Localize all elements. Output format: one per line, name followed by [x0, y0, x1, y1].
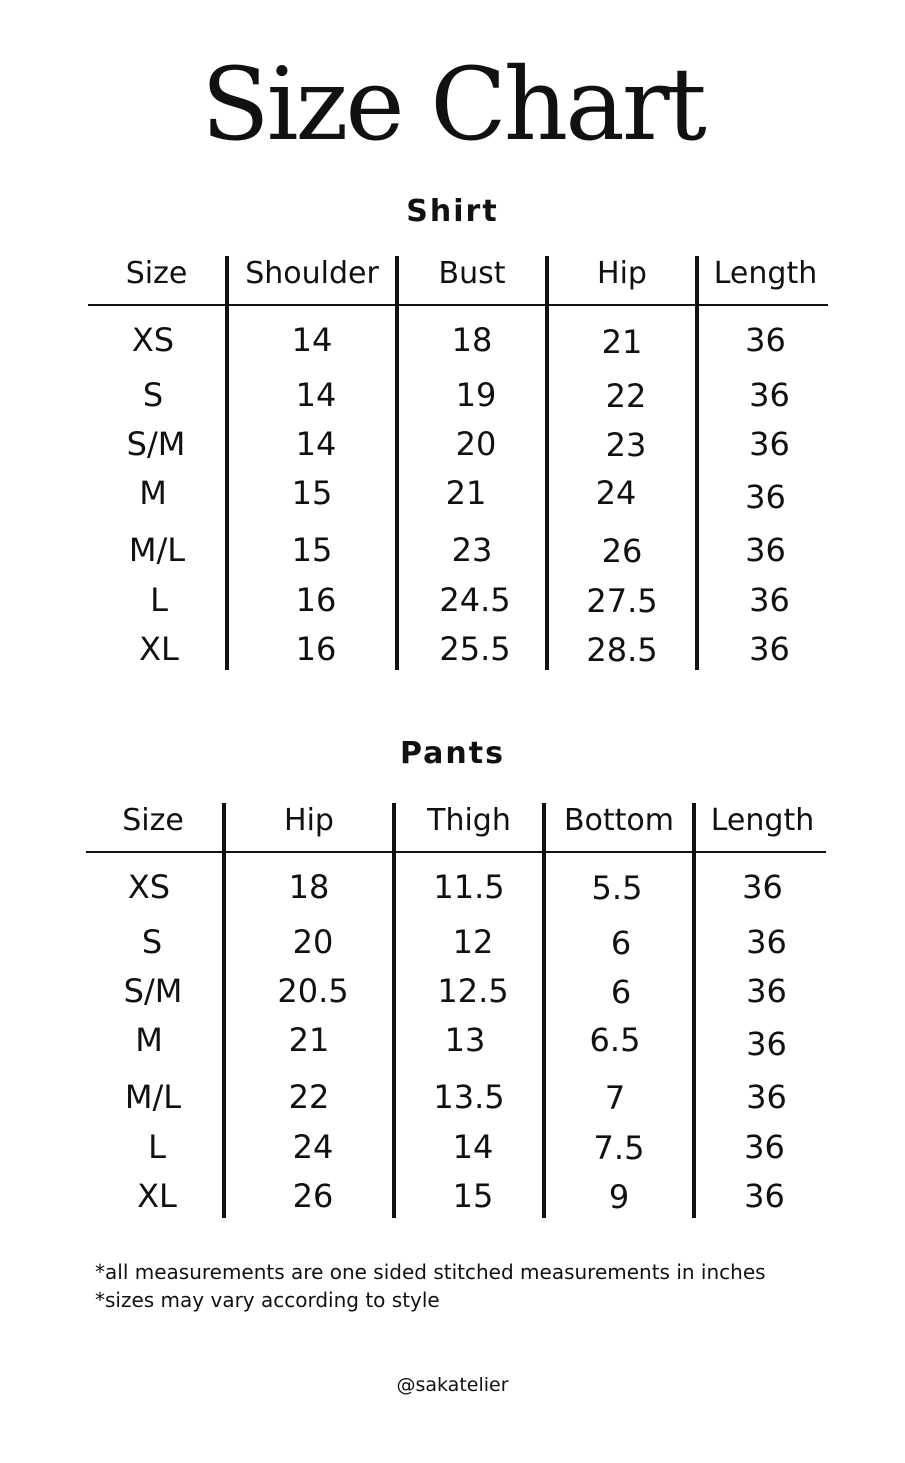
table-cell: 36 [749, 630, 790, 668]
table-cell: 19 [455, 376, 497, 414]
pants-column-header: Length [710, 803, 815, 838]
table-cell: 20 [292, 923, 334, 961]
pants-section-title: Pants [400, 736, 505, 771]
page-title: Size Chart [201, 46, 704, 163]
table-cell: 14 [295, 425, 337, 463]
table-cell: 18 [288, 868, 330, 906]
table-cell: S [141, 923, 163, 961]
table-cell: 16 [295, 630, 337, 668]
shirt-column-header: Hip [597, 256, 647, 291]
table-cell: 25.5 [439, 630, 511, 668]
pants-column-header: Thigh [427, 803, 511, 838]
shirt-column-divider [225, 256, 229, 670]
table-cell: XS [127, 868, 171, 906]
shirt-column-header: Length [713, 256, 818, 291]
table-cell: 7.5 [593, 1129, 645, 1167]
table-cell: 15 [291, 474, 333, 512]
table-cell: M/L [124, 1078, 182, 1116]
table-cell: 16 [295, 581, 337, 619]
table-cell: 36 [746, 972, 787, 1010]
table-cell: 36 [744, 1128, 785, 1166]
table-cell: 24 [595, 474, 637, 512]
table-cell: 11.5 [433, 868, 505, 906]
table-cell: XL [137, 1177, 177, 1215]
table-cell: 36 [745, 531, 786, 569]
pants-column-header: Size [122, 803, 184, 838]
table-cell: 36 [746, 1025, 787, 1063]
table-cell: 36 [744, 1177, 785, 1215]
table-cell: 36 [749, 581, 790, 619]
table-cell: 21 [288, 1021, 330, 1059]
table-cell: S [142, 376, 164, 414]
pants-column-header: Bottom [563, 803, 675, 838]
pants-column-header: Hip [284, 803, 334, 838]
table-cell: 20.5 [277, 972, 349, 1010]
pants-column-divider [222, 803, 226, 1218]
table-cell: S/M [123, 972, 183, 1010]
table-cell: 15 [291, 531, 333, 569]
table-cell: 6.5 [589, 1021, 641, 1059]
measurement-note: *all measurements are one sided stitched measurements in inches [95, 1260, 766, 1284]
table-cell: 21 [445, 474, 487, 512]
table-cell: 26 [292, 1177, 334, 1215]
table-cell: 22 [288, 1078, 330, 1116]
social-handle: @sakatelier [396, 1374, 509, 1396]
table-cell: 27.5 [586, 582, 658, 620]
pants-header-divider [86, 851, 826, 853]
table-cell: 26 [601, 532, 643, 570]
table-cell: 21 [601, 323, 643, 361]
style-note: *sizes may vary according to style [95, 1288, 440, 1312]
table-cell: 36 [745, 321, 786, 359]
table-cell: 36 [749, 425, 790, 463]
table-cell: 14 [291, 321, 333, 359]
table-cell: 9 [608, 1178, 630, 1216]
table-cell: 36 [746, 923, 787, 961]
shirt-table [88, 252, 828, 670]
table-cell: 14 [452, 1128, 494, 1166]
shirt-column-header: Bust [438, 256, 506, 291]
table-cell: 36 [749, 376, 790, 414]
shirt-column-header: Size [125, 256, 188, 291]
table-cell: 28.5 [586, 631, 658, 669]
table-cell: 24 [292, 1128, 334, 1166]
table-cell: 13 [444, 1021, 486, 1059]
table-cell: 36 [745, 478, 786, 516]
table-cell: 24.5 [439, 581, 511, 619]
table-cell: 12 [452, 923, 494, 961]
table-cell: L [150, 581, 168, 619]
table-cell: 22 [605, 377, 647, 415]
shirt-header-divider [88, 304, 828, 306]
table-cell: 20 [455, 425, 497, 463]
table-cell: 12.5 [437, 972, 509, 1010]
table-cell: 5.5 [591, 869, 643, 907]
table-cell: S/M [126, 425, 186, 463]
table-cell: 23 [451, 531, 493, 569]
table-cell: M [139, 474, 167, 512]
table-cell: 36 [746, 1078, 787, 1116]
table-cell: M/L [128, 531, 186, 569]
pants-table [86, 800, 826, 1218]
table-cell: 13.5 [433, 1078, 505, 1116]
table-cell: XS [131, 321, 175, 359]
table-cell: 18 [451, 321, 493, 359]
table-cell: 36 [742, 868, 783, 906]
table-cell: 7 [604, 1079, 626, 1117]
table-cell: XL [139, 630, 179, 668]
table-cell: 6 [610, 924, 632, 962]
table-cell: M [135, 1021, 163, 1059]
table-cell: 6 [610, 973, 632, 1011]
shirt-column-header: Shoulder [245, 256, 379, 291]
shirt-section-title: Shirt [406, 194, 499, 229]
table-cell: L [148, 1128, 166, 1166]
table-cell: 15 [452, 1177, 494, 1215]
table-cell: 23 [605, 426, 647, 464]
table-cell: 14 [295, 376, 337, 414]
